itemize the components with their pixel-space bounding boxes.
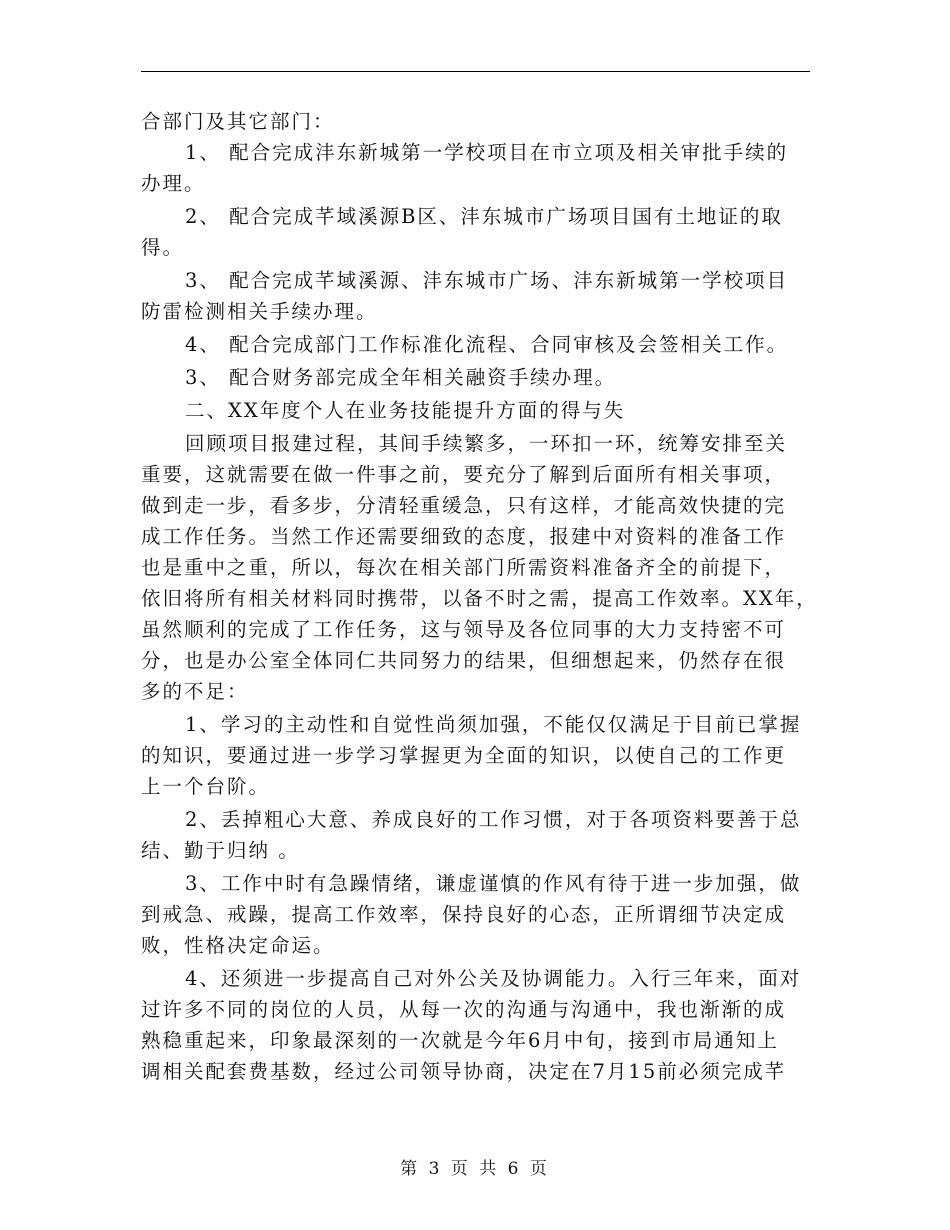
- text-line: 的知识，要通过进一步学习掌握更为全面的知识，以使自己的工作更: [141, 744, 787, 767]
- paragraph-line: 成工作任务。当然工作还需要细致的态度，报建中对资料的准备工作: [141, 525, 787, 548]
- paragraph-line: 也是重中之重，所以，每次在相关部门所需资料准备齐全的前提下，: [141, 556, 787, 579]
- paragraph-line: 分，也是办公室全体同仁共同努力的结果，但细想起来，仍然存在很: [141, 649, 787, 672]
- list-item-line: 3、 配合财务部完成全年相关融资手续办理。: [185, 366, 617, 389]
- list-item-line: 1、 配合完成沣东新城第一学校项目在市立项及相关审批手续的: [185, 141, 789, 164]
- paragraph-line: 做到走一步，看多步，分清轻重缓急，只有这样，才能高效快捷的完: [141, 494, 787, 517]
- paragraph-line: 依旧将所有相关材料同时携带，以备不时之需，提高工作效率。XX年，: [141, 587, 818, 610]
- list-item-line: 4、 配合完成部门工作标准化流程、合同审核及会签相关工作。: [185, 333, 789, 356]
- text-line: 熟稳重起来，印象最深刻的一次就是今年6月中旬，接到市局通知上: [141, 1029, 779, 1052]
- text-line: 合部门及其它部门：: [141, 110, 335, 133]
- text-line: 结、勤于归纳 。: [141, 839, 300, 862]
- section-heading: 二、XX年度个人在业务技能提升方面的得与失: [185, 399, 626, 422]
- paragraph-line: 回顾项目报建过程，其间手续繁多，一环扣一环，统筹安排至关: [185, 432, 788, 455]
- list-item-line: 3、工作中时有急躁情绪，谦虚谨慎的作风有待于进一步加强，做: [185, 872, 802, 895]
- list-item-line: 4、还须进一步提高自己对外公关及协调能力。入行三年来，面对: [185, 967, 802, 990]
- text-line: 过许多不同的岗位的人员，从每一次的沟通与沟通中，我也渐渐的成: [141, 998, 787, 1021]
- document-body: [141, 106, 818, 1087]
- text-line: 办理。: [141, 172, 206, 195]
- text-line: 败，性格决定命运。: [141, 934, 335, 957]
- paragraph-line: 重要，这就需要在做一件事之前，要充分了解到后面所有相关事项，: [141, 463, 787, 486]
- header-rule: [141, 71, 810, 72]
- list-item-line: 2、 配合完成芊域溪源B区、沣东城市广场项目国有土地证的取: [185, 205, 783, 228]
- paragraph-line: 虽然顺利的完成了工作任务，这与领导及各位同事的大力支持密不可: [141, 618, 787, 641]
- text-line: 上一个台阶。: [141, 775, 271, 798]
- text-line: 防雷检测相关手续办理。: [141, 300, 378, 323]
- list-item-line: 1、学习的主动性和自觉性尚须加强，不能仅仅满足于目前已掌握: [185, 713, 802, 736]
- paragraph-line: 多的不足：: [141, 680, 249, 703]
- list-item-line: 2、丢掉粗心大意、养成良好的工作习惯，对于各项资料要善于总: [185, 808, 802, 831]
- text-line: 调相关配套费基数，经过公司领导协商，决定在7月15前必须完成芊: [141, 1060, 787, 1083]
- text-line: 到戒急、戒躁，提高工作效率，保持良好的心态，正所谓细节决定成: [141, 903, 787, 926]
- list-item-line: 3、 配合完成芊域溪源、沣东城市广场、沣东新城第一学校项目: [185, 269, 789, 292]
- page-number-footer: 第 3 页 共 6 页: [400, 1159, 550, 1179]
- text-line: 得。: [141, 236, 185, 259]
